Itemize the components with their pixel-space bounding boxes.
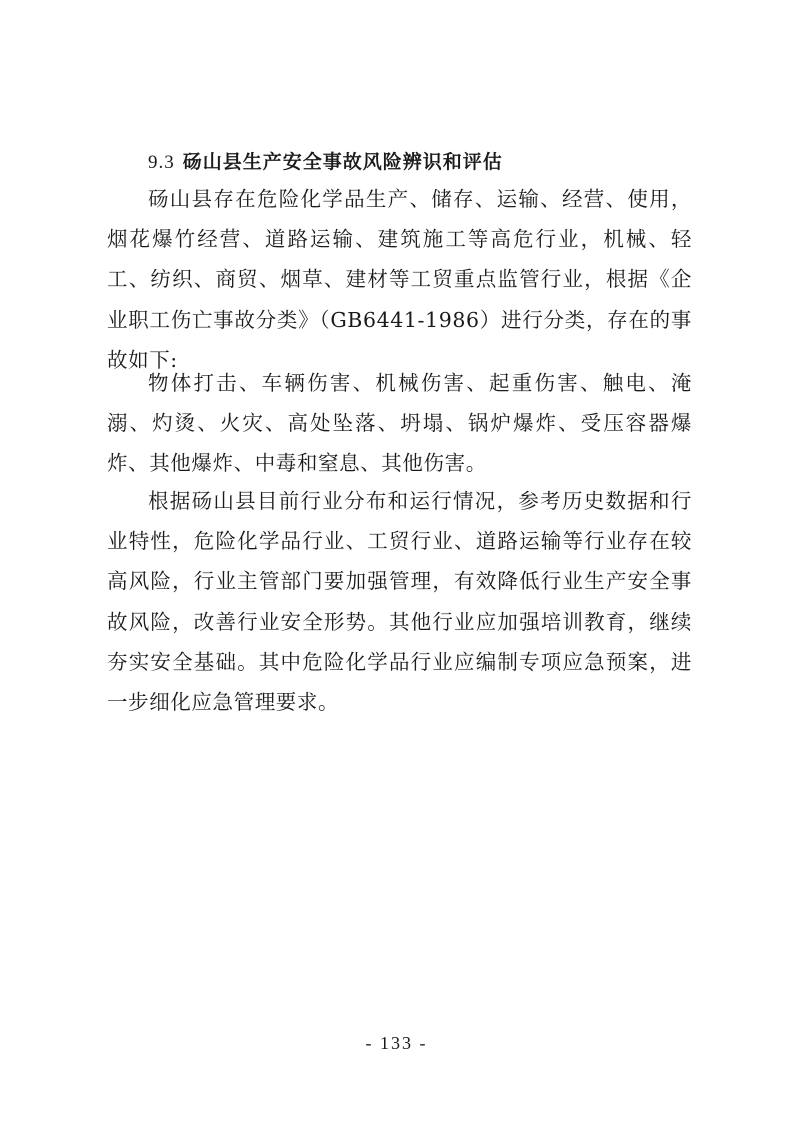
paragraph-risk-assessment: 根据砀山县目前行业分布和运行情况，参考历史数据和行业特性，危险化学品行业、工贸行业、道路运输等行业存在较高风险，行业主管部门要加强管理，有效降低行业生产安全事故风险，改善行业安全形势。其他行业应加强培训教育，继续夯实安全基础。其中危险化学品行业应编制专项应急预案，进一步细化应急管理要求。 <box>107 489 692 715</box>
section-number: 9.3 <box>148 152 175 173</box>
paragraph-hazard-industries: 砀山县存在危险化学品生产、储存、运输、经营、使用，烟花爆竹经营、道路运输、建筑施工等高危行业，机械、轻工、纺织、商贸、烟草、建材等工贸重点监管行业，根据《企业职工伤亡事故分类》（GB6441-1986）进行分类，存在的事故如下: <box>107 187 692 372</box>
page-number: - 133 - <box>365 1033 428 1053</box>
section-heading <box>148 148 503 177</box>
paragraph-accident-types: 物体打击、车辆伤害、机械伤害、起重伤害、触电、淹溺、灼烫、火灾、高处坠落、坍塌、锅炉爆炸、受压容器爆炸、其他爆炸、中毒和窒息、其他伤害。 <box>107 371 692 476</box>
section-title: 砀山县生产安全事故风险辨识和评估 <box>182 151 503 173</box>
